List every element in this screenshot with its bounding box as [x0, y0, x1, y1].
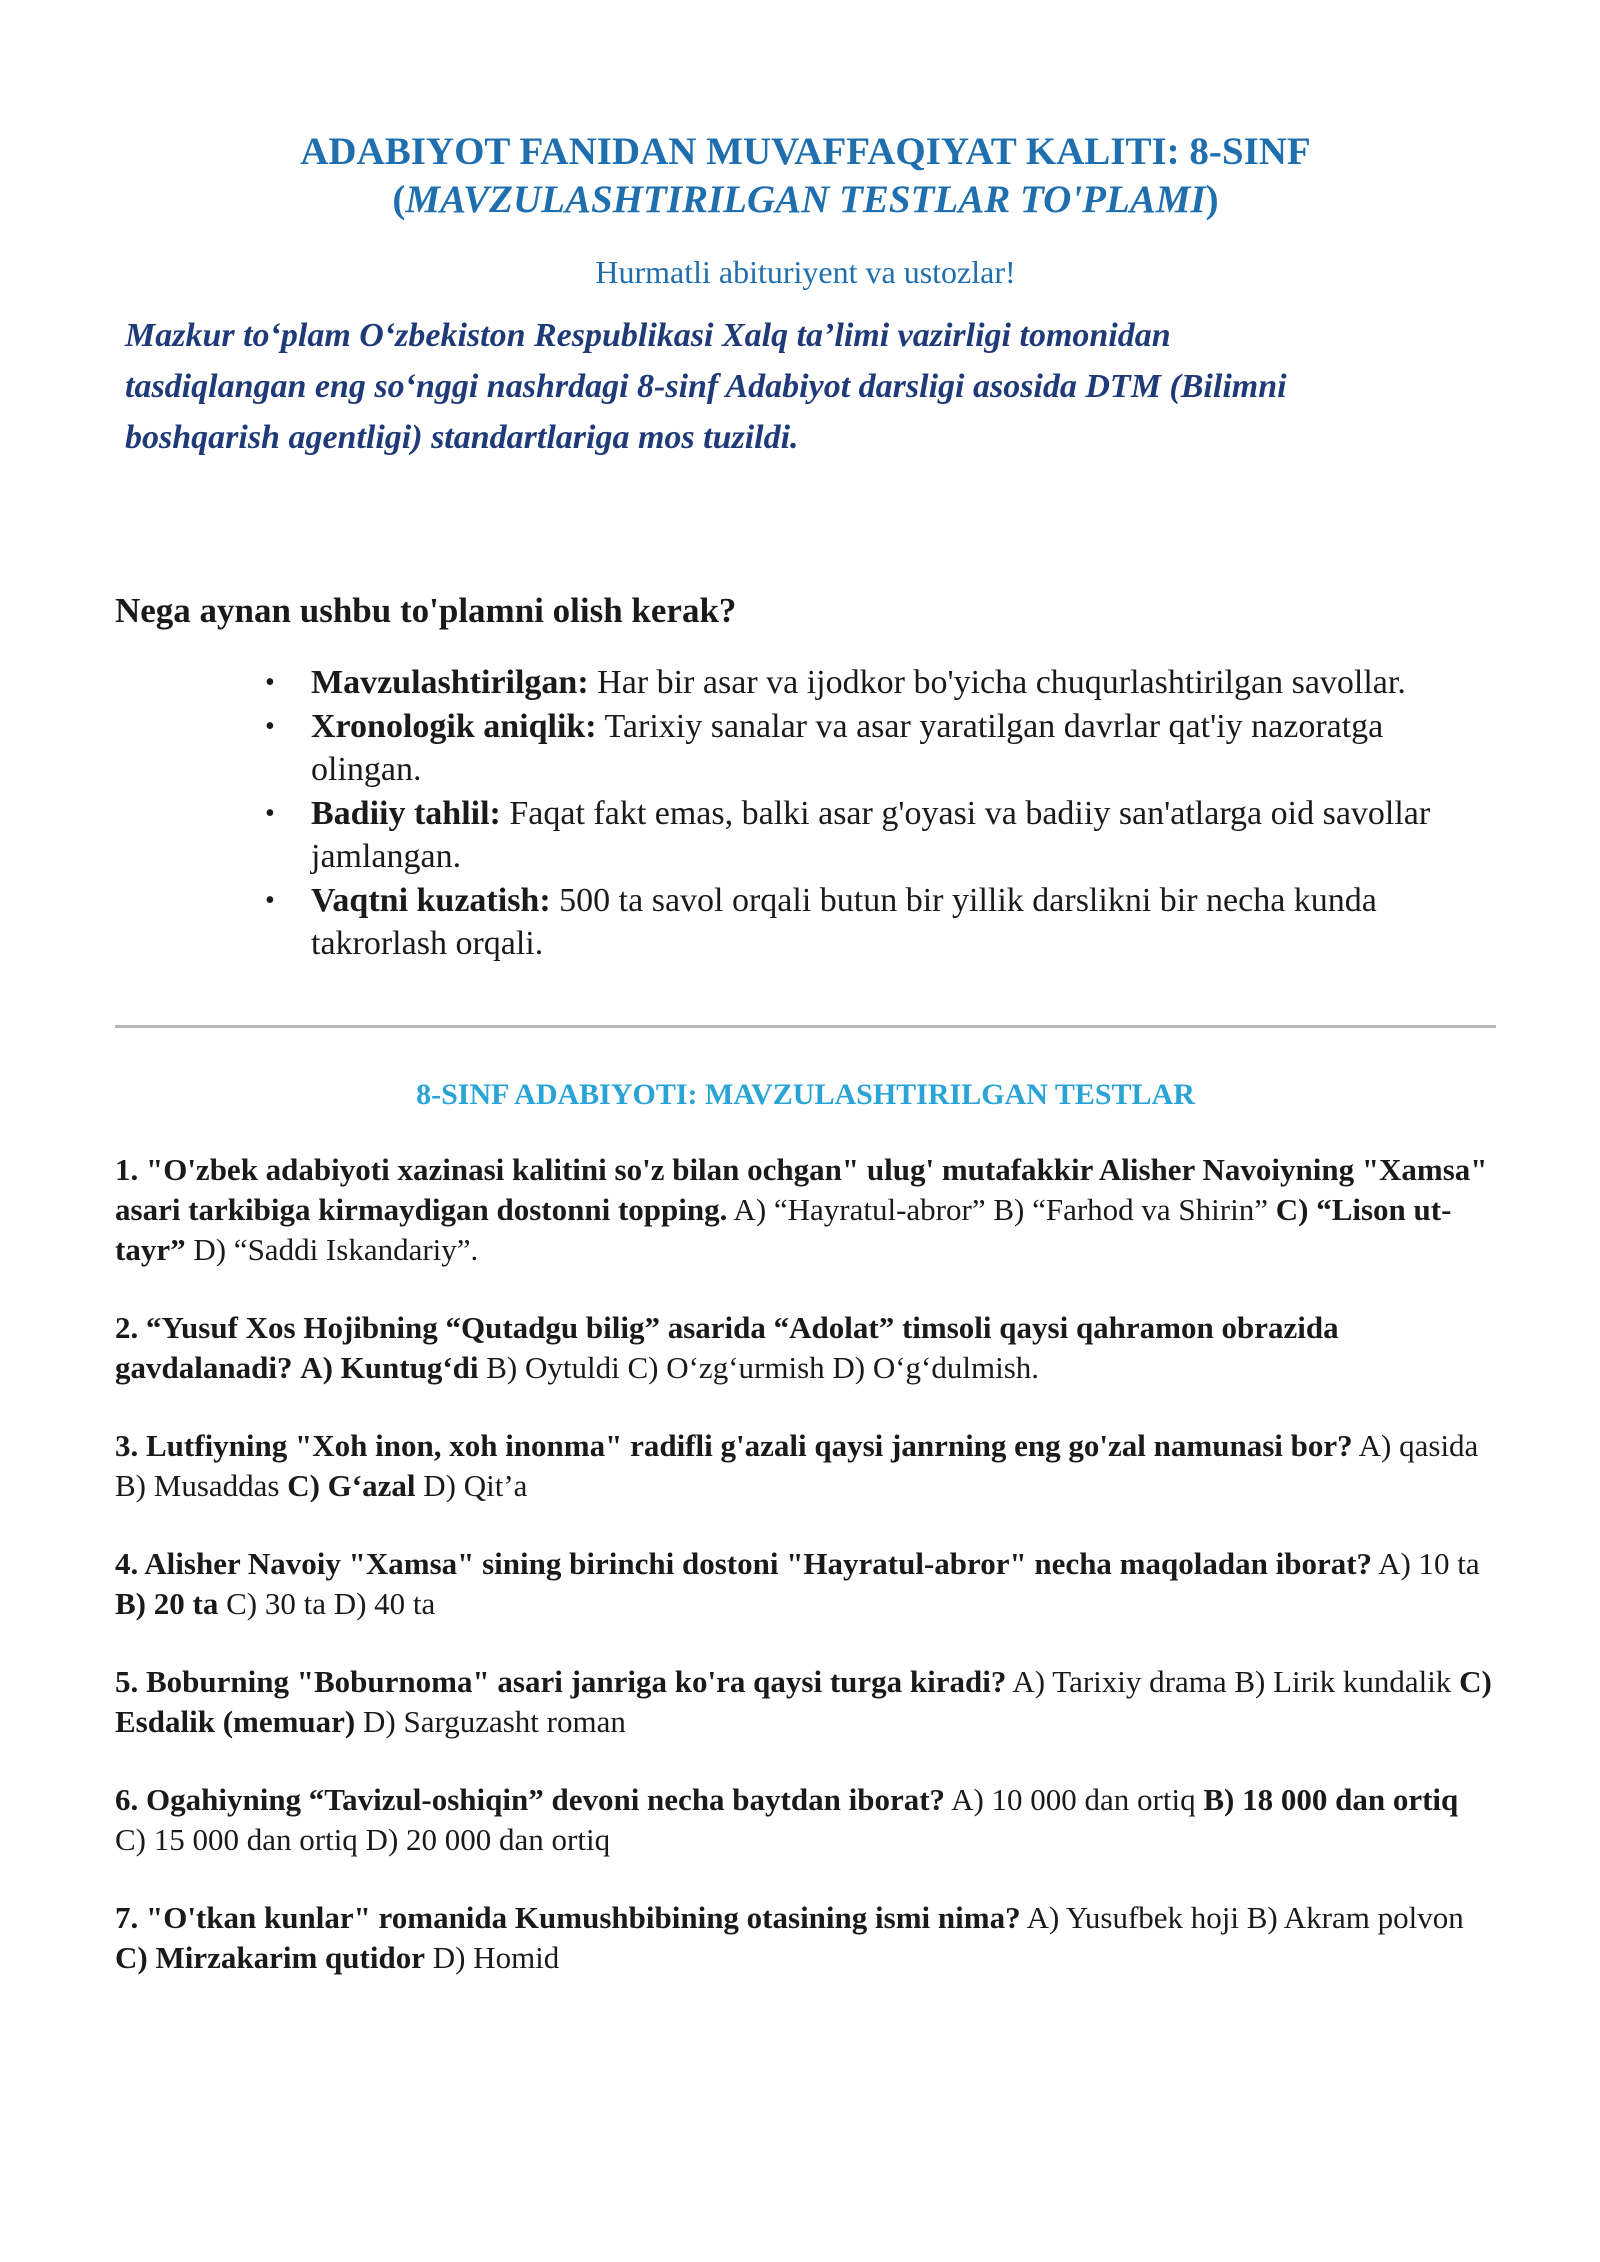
- question-list: [115, 1150, 1496, 1978]
- title-line-2-close: ): [1205, 178, 1219, 221]
- intro-line-1: Mazkur to‘plam O‘zbekiston Respublikasi Xalq ta’limi vazirligi tomonidan: [125, 317, 1171, 354]
- feature-label: Badiiy tahlil:: [311, 795, 501, 832]
- question-item: [115, 1544, 1496, 1624]
- title-line-1: ADABIYOT FANIDAN MUVAFFAQIYAT KALITI: 8-SINF: [300, 130, 1311, 173]
- intro-line-3: boshqarish agentligi) standartlariga mos tuzildi.: [125, 419, 799, 456]
- feature-label: Vaqtni kuzatish:: [311, 882, 551, 919]
- greeting: Hurmatli abituriyent va ustozlar!: [595, 254, 1016, 290]
- section-heading: 8-SINF ADABIYOTI: MAVZULASHTIRILGAN TESTLAR: [416, 1078, 1195, 1111]
- document-title: [115, 128, 1496, 224]
- options-after: C) 30 ta D) 40 ta: [218, 1586, 436, 1621]
- bullet-icon: •: [265, 798, 275, 829]
- options-after: C) 15 000 dan ortiq D) 20 000 dan ortiq: [115, 1822, 611, 1857]
- feature-text: Har bir asar va ijodkor bo'yicha chuqurlashtirilgan savollar.: [588, 664, 1406, 701]
- question-item: [115, 1308, 1496, 1388]
- correct-answer: C) G‘azal: [287, 1468, 416, 1503]
- options-before: A) “Hayratul-abror” B) “Farhod va Shirin”: [727, 1192, 1276, 1227]
- question-text: 4. Alisher Navoiy "Xamsa" sining birinchi dostoni "Hayratul-abror" necha maqoladan iborat?: [115, 1546, 1373, 1581]
- question-item: [115, 1662, 1496, 1742]
- options-after: D) “Saddi Iskandariy”.: [185, 1232, 479, 1267]
- feature-item: [265, 705, 1496, 791]
- question-item: [115, 1426, 1496, 1506]
- correct-answer: A) Kuntug‘di: [300, 1350, 479, 1385]
- bullet-icon: •: [265, 885, 275, 916]
- bullet-icon: •: [265, 667, 275, 698]
- question-item: [115, 1898, 1496, 1978]
- feature-label: Mavzulashtirilgan:: [311, 664, 589, 701]
- feature-label: Xronologik aniqlik:: [311, 708, 597, 745]
- why-heading: Nega aynan ushbu to'plamni olish kerak?: [115, 591, 737, 630]
- correct-answer: C) “Lison ut-tayr”: [115, 1192, 1452, 1267]
- section-divider: [115, 1025, 1496, 1028]
- feature-item: [265, 792, 1496, 878]
- intro-paragraph: [115, 310, 1496, 463]
- question-text: 5. Boburning "Boburnoma" asari janriga ko'ra qaysi turga kiradi?: [115, 1664, 1007, 1699]
- options-after: D) Qit’a: [415, 1468, 528, 1503]
- title-line-2-open: (: [392, 178, 406, 221]
- title-line-2-italic: MAVZULASHTIRILGAN TESTLAR TO'PLAMI: [405, 178, 1206, 221]
- correct-answer: C) Mirzakarim qutidor: [115, 1940, 425, 1975]
- feature-list: [115, 661, 1496, 965]
- bullet-icon: •: [265, 711, 275, 742]
- feature-item: [265, 661, 1496, 704]
- question-text: 6. Ogahiyning “Tavizul-oshiqin” devoni necha baytdan iborat?: [115, 1782, 946, 1817]
- options-after: B) Oytuldi C) O‘zg‘urmish D) O‘g‘dulmish.: [478, 1350, 1040, 1385]
- options-before: A) Tarixiy drama B) Lirik kundalik: [1006, 1664, 1460, 1699]
- correct-answer: C) Esdalik (memuar): [115, 1664, 1492, 1739]
- question-text: 3. Lutfiyning "Xoh inon, xoh inonma" radifli g'azali qaysi janrning eng go'zal namunasi bor?: [115, 1428, 1353, 1463]
- question-item: [115, 1150, 1496, 1270]
- feature-text: Faqat fakt emas, balki asar g'oyasi va badiiy san'atlarga oid savollar jamlangan.: [311, 795, 1431, 875]
- intro-line-2: tasdiqlangan eng so‘nggi nashrdagi 8-sinf Adabiyot darsligi asosida DTM (Bilimni: [125, 368, 1287, 405]
- feature-item: [265, 879, 1496, 965]
- feature-text: 500 ta savol orqali butun bir yillik darslikni bir necha kunda takrorlash orqali.: [311, 882, 1377, 962]
- question-text: 1. "O'zbek adabiyoti xazinasi kalitini so'z bilan ochgan" ulug' mutafakkir Alisher Navoiyning "Xamsa" asari tarkibiga kirmaydigan dostonni topping.: [115, 1152, 1488, 1227]
- question-text: 2. “Yusuf Xos Hojibning “Qutadgu bilig” asarida “Adolat” timsoli qaysi qahramon obrazida gavdalanadi?: [115, 1310, 1339, 1385]
- options-after: D) Sarguzasht roman: [355, 1704, 626, 1739]
- feature-text: Tarixiy sanalar va asar yaratilgan davrlar qat'iy nazoratga olingan.: [311, 708, 1384, 788]
- correct-answer: B) 20 ta: [115, 1586, 219, 1621]
- options-before: A) 10 000 dan ortiq: [945, 1782, 1204, 1817]
- options-before: A) Yusufbek hoji B) Akram polvon: [1020, 1900, 1464, 1935]
- correct-answer: B) 18 000 dan ortiq: [1203, 1782, 1459, 1817]
- options-before: A) qasida B) Musaddas: [115, 1428, 1479, 1503]
- options-after: D) Homid: [424, 1940, 560, 1975]
- options-before: A) 10 ta: [1372, 1546, 1480, 1581]
- question-text: 7. "O'tkan kunlar" romanida Kumushbibining otasining ismi nima?: [115, 1900, 1021, 1935]
- question-item: [115, 1780, 1496, 1860]
